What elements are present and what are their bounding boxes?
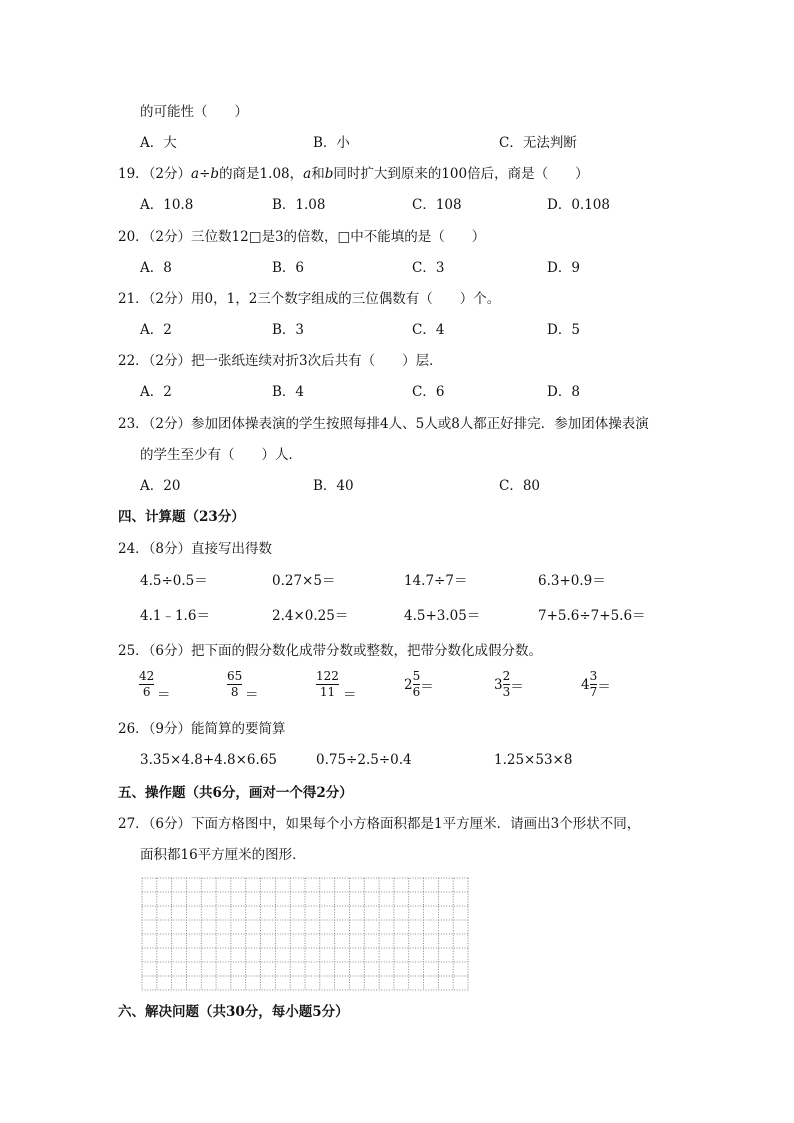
q22-stem: 22．（2分）把一张纸连续对折3次后共有（ ）层．	[118, 353, 443, 369]
q19-option-c: C．108	[412, 197, 462, 213]
q22-option-d: D．8	[547, 384, 580, 400]
q24-expr: 4.1﹣1.6＝	[140, 608, 210, 624]
q23-option-a: A．20	[140, 478, 181, 494]
q21-option-b: B．3	[272, 322, 305, 338]
q22-option-a: A．2	[140, 384, 172, 400]
q20-option-a: A．8	[140, 260, 172, 276]
q26-expr: 3.35×4.8+4.8×6.65	[140, 752, 277, 768]
q25-fraction: 122 11	[316, 669, 339, 699]
q24-expr: 2.4×0.25＝	[272, 608, 349, 624]
q20-option-c: C．3	[412, 260, 445, 276]
q27-stem-line1: 27．（6分）下面方格图中，如果每个小方格面积都是1平方厘米．请画出3个形状不同，	[118, 816, 641, 832]
q25-equals: ＝	[343, 687, 357, 703]
q24-expr: 14.7÷7＝	[404, 573, 468, 589]
q25-mixed-number: 2 $\frac{5}{6}$ ＝	[404, 669, 434, 699]
q23-stem-line2: 的学生至少有（ ）人．	[140, 447, 302, 463]
q23-stem-line1: 23．（2分）参加团体操表演的学生按照每排4人、5人或8人都正好排完．参加团体操表演	[118, 416, 649, 432]
section-heading-5: 五、操作题（共6分，画对一个得2分）	[118, 785, 353, 801]
q19-option-d: D．0.108	[547, 197, 610, 213]
q27-stem-line2: 面积都16平方厘米的图形．	[140, 847, 306, 863]
q26-stem: 26．（9分）能简算的要简算	[118, 721, 286, 737]
q18-option-a: A．大	[140, 135, 177, 151]
q21-option-d: D．5	[547, 322, 580, 338]
q25-fraction: 65 8	[227, 669, 243, 699]
q26-expr: 1.25×53×8	[494, 752, 573, 768]
q23-option-c: C．80	[499, 478, 541, 494]
q19-option-b: B．1.08	[272, 197, 326, 213]
q25-mixed-number: 3 $\frac{2}{3}$ ＝	[494, 669, 524, 699]
q25-equals: ＝	[245, 687, 259, 703]
q26-expr: 0.75÷2.5÷0.4	[316, 752, 412, 768]
q24-expr: 4.5÷0.5＝	[140, 573, 208, 589]
q21-option-a: A．2	[140, 322, 172, 338]
q25-fraction: 42 6	[139, 669, 155, 699]
q25-mixed-number: 4 $\frac{3}{7}$ ＝	[581, 669, 611, 699]
q21-stem: 21．（2分）用0，1，2三个数字组成的三位偶数有（ ）个。	[118, 291, 501, 307]
q20-stem: 20．（2分）三位数12□是3的倍数，□中不能填的是（ ）	[118, 229, 486, 245]
q23-option-b: B．40	[313, 478, 354, 494]
section-heading-4: 四、计算题（23分）	[118, 509, 245, 525]
q24-expr: 6.3+0.9＝	[538, 573, 606, 589]
q22-option-b: B．4	[272, 384, 305, 400]
q18-stem-continuation: 的可能性（ ）	[140, 104, 248, 120]
q25-equals: ＝	[157, 687, 171, 703]
q18-option-b: B．小	[313, 135, 350, 151]
q20-option-b: B．6	[272, 260, 305, 276]
q19-option-a: A．10.8	[140, 197, 194, 213]
q20-option-d: D．9	[547, 260, 580, 276]
q22-option-c: C．6	[412, 384, 445, 400]
q24-expr: 7+5.6÷7+5.6＝	[538, 608, 646, 624]
section-heading-6: 六、解决问题（共30分，每小题5分）	[118, 1004, 349, 1020]
q19-stem: 19．（2分）a÷b的商是1.08，a和b同时扩大到原来的100倍后，商是（ ）	[118, 166, 589, 182]
q24-stem: 24．（8分）直接写出得数	[118, 541, 273, 557]
q24-expr: 4.5+3.05＝	[404, 608, 481, 624]
q21-option-c: C．4	[412, 322, 445, 338]
square-grid[interactable]	[141, 877, 469, 991]
q18-option-c: C．无法判断	[499, 135, 577, 151]
q25-stem: 25．（6分）把下面的假分数化成带分数或整数，把带分数化成假分数。	[118, 643, 543, 659]
q24-expr: 0.27×5＝	[272, 573, 336, 589]
